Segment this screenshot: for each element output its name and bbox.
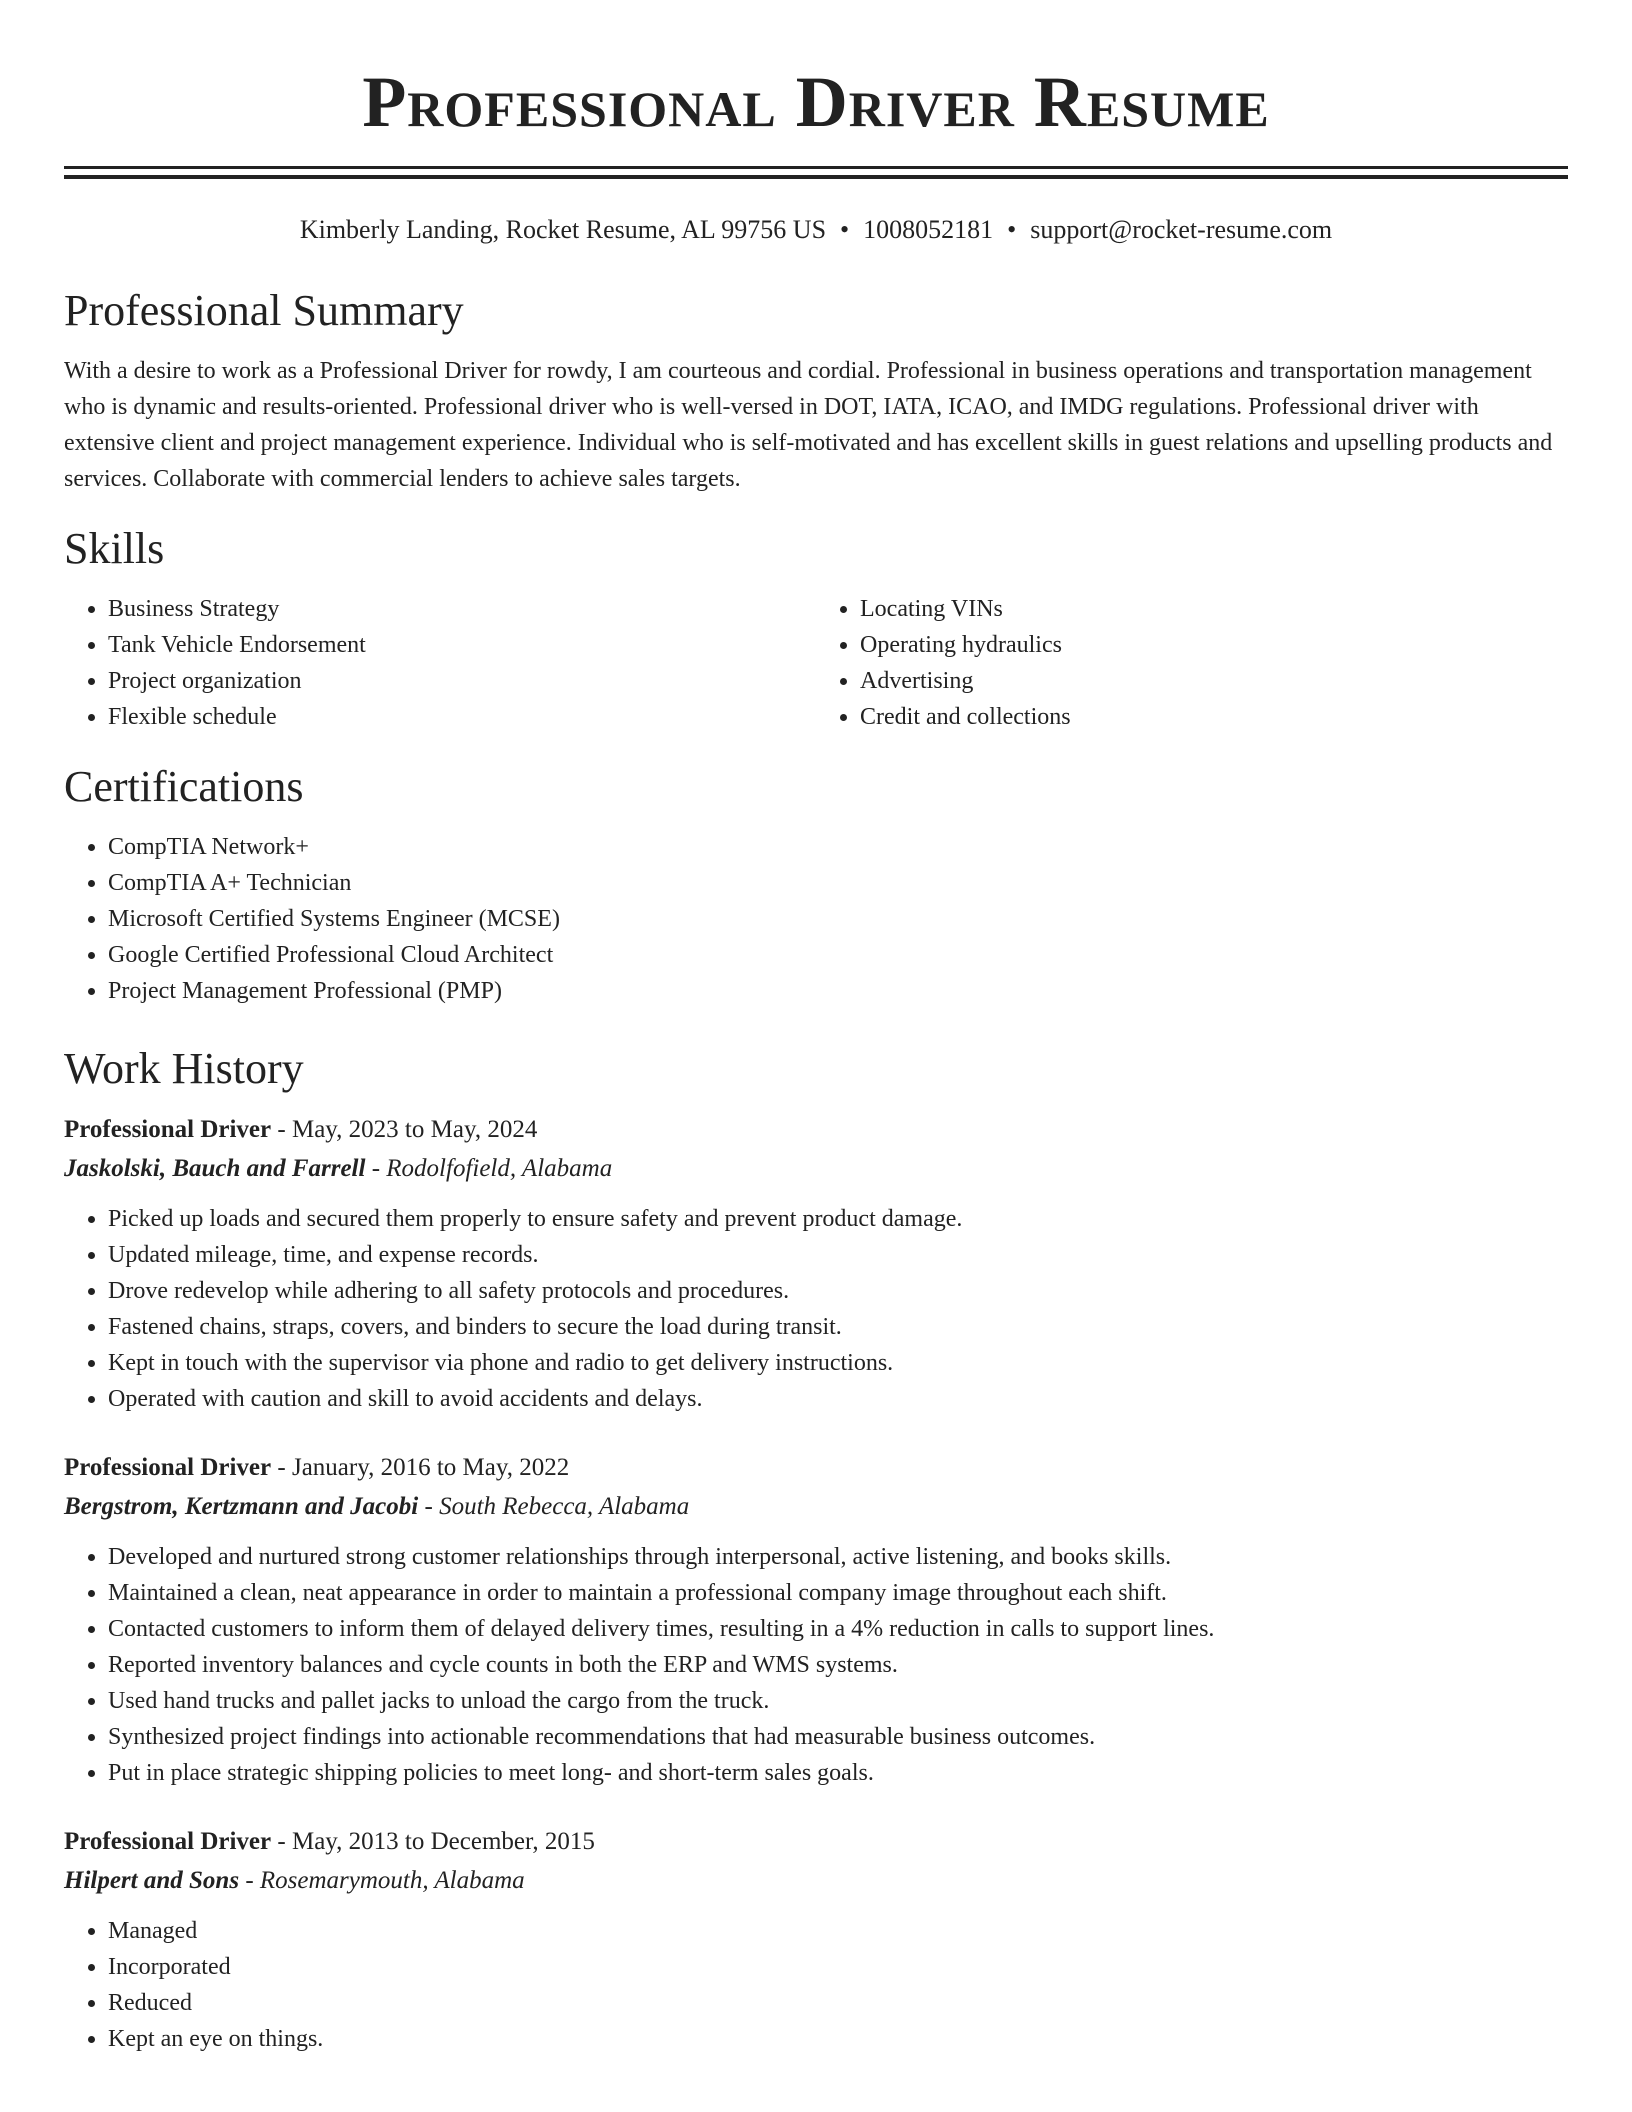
certifications-heading: Certifications bbox=[64, 762, 304, 811]
work-history-heading: Work History bbox=[64, 1044, 304, 1093]
certification-item: • Google Certified Professional Cloud Architect bbox=[108, 937, 1568, 973]
job-bullet: • Put in place strategic shipping policies to meet long- and short-term sales goals. bbox=[108, 1755, 1568, 1791]
job-bullet: • Updated mileage, time, and expense records. bbox=[108, 1237, 1568, 1273]
skills-section bbox=[64, 521, 1568, 735]
job-entry bbox=[64, 1111, 1568, 1417]
certification-item: • CompTIA Network+ bbox=[108, 829, 1568, 865]
contact-separator: • bbox=[840, 215, 850, 244]
job-company: Jaskolski, Bauch and Farrell bbox=[64, 1155, 366, 1182]
contact-line bbox=[64, 213, 1568, 247]
job-bullet: • Managed bbox=[108, 1913, 1568, 1949]
job-bullet: • Maintained a clean, neat appearance in order to maintain a professional company image throughout each shift. bbox=[108, 1575, 1568, 1611]
job-role: Professional Driver bbox=[64, 1116, 272, 1143]
job-bullets bbox=[64, 1201, 1568, 1417]
certifications-section bbox=[64, 759, 1568, 1009]
contact-phone: 1008052181 bbox=[863, 215, 994, 244]
job-bullet: • Picked up loads and secured them properly to ensure safety and prevent product damage. bbox=[108, 1201, 1568, 1237]
job-bullet: • Synthesized project findings into actionable recommendations that had measurable business outcomes. bbox=[108, 1719, 1568, 1755]
job-role: Professional Driver bbox=[64, 1454, 272, 1481]
job-header: Professional Driver - May, 2013 to December, 2015 bbox=[64, 1828, 595, 1855]
job-bullet: • Drove redevelop while adhering to all safety protocols and procedures. bbox=[108, 1273, 1568, 1309]
certifications-list bbox=[64, 829, 1568, 1009]
job-bullet: • Reduced bbox=[108, 1985, 1568, 2021]
title-divider-top bbox=[64, 166, 1568, 169]
job-bullet: • Kept in touch with the supervisor via phone and radio to get delivery instructions. bbox=[108, 1345, 1568, 1381]
job-company-line: Jaskolski, Bauch and Farrell - Rodolfofield, Alabama bbox=[64, 1155, 613, 1182]
job-header: Professional Driver - January, 2016 to May, 2022 bbox=[64, 1454, 570, 1481]
job-company-line: Hilpert and Sons - Rosemarymouth, Alabama bbox=[64, 1867, 525, 1894]
job-bullet: • Contacted customers to inform them of delayed delivery times, resulting in a 4% reduction in calls to support lines. bbox=[108, 1611, 1568, 1647]
skill-item: • Operating hydraulics bbox=[860, 627, 1568, 663]
contact-address: Kimberly Landing, Rocket Resume, AL 99756 US bbox=[299, 215, 827, 244]
summary-section bbox=[64, 283, 1568, 497]
resume-title: Professional Driver Resume bbox=[362, 62, 1270, 142]
skill-item: • Project organization bbox=[108, 663, 816, 699]
job-location: Rodolfofield, Alabama bbox=[386, 1155, 613, 1182]
job-dates: May, 2013 to December, 2015 bbox=[291, 1828, 595, 1855]
job-bullet: • Operated with caution and skill to avoid accidents and delays. bbox=[108, 1381, 1568, 1417]
skill-item: • Business Strategy bbox=[108, 591, 816, 627]
job-company: Bergstrom, Kertzmann and Jacobi bbox=[64, 1493, 419, 1520]
contact-separator: • bbox=[1007, 215, 1017, 244]
certification-item: • Project Management Professional (PMP) bbox=[108, 973, 1568, 1009]
job-bullet: • Reported inventory balances and cycle counts in both the ERP and WMS systems. bbox=[108, 1647, 1568, 1683]
contact-email: support@rocket-resume.com bbox=[1030, 215, 1333, 244]
skill-item: • Credit and collections bbox=[860, 699, 1568, 735]
title-divider-bottom bbox=[64, 175, 1568, 179]
skill-item: • Tank Vehicle Endorsement bbox=[108, 627, 816, 663]
summary-text: With a desire to work as a Professional Driver for rowdy, I am courteous and cordial. Professional in business operations and transportation management who is dynamic and results-oriented. Professional driver who is well-versed in DOT, IATA, ICAO, and IMDG regulations. Professional driver with extensive client and project management experience. Individual who is self-motivated and has excellent skills in guest relations and upselling products and services. Collaborate with commercial lenders to achieve sales targets. bbox=[64, 358, 1553, 492]
skill-item: • Locating VINs bbox=[860, 591, 1568, 627]
certification-item: • Microsoft Certified Systems Engineer (MCSE) bbox=[108, 901, 1568, 937]
job-role: Professional Driver bbox=[64, 1828, 272, 1855]
summary-heading: Professional Summary bbox=[64, 286, 464, 335]
work-history-section bbox=[64, 1041, 1568, 2057]
job-dates: May, 2023 to May, 2024 bbox=[291, 1116, 538, 1143]
job-header: Professional Driver - May, 2023 to May, 2024 bbox=[64, 1116, 538, 1143]
skills-columns bbox=[64, 591, 1568, 735]
job-entry bbox=[64, 1449, 1568, 1791]
skill-item: • Advertising bbox=[860, 663, 1568, 699]
skills-heading: Skills bbox=[64, 524, 165, 573]
job-bullet: • Fastened chains, straps, covers, and binders to secure the load during transit. bbox=[108, 1309, 1568, 1345]
job-entry bbox=[64, 1823, 1568, 2057]
skills-list-right bbox=[816, 591, 1568, 735]
job-dates: January, 2016 to May, 2022 bbox=[291, 1454, 570, 1481]
job-company: Hilpert and Sons bbox=[64, 1867, 240, 1894]
job-bullet: • Used hand trucks and pallet jacks to unload the cargo from the truck. bbox=[108, 1683, 1568, 1719]
job-bullets bbox=[64, 1913, 1568, 2057]
job-bullet: • Incorporated bbox=[108, 1949, 1568, 1985]
job-bullets bbox=[64, 1539, 1568, 1791]
job-bullet: • Kept an eye on things. bbox=[108, 2021, 1568, 2057]
skills-list-left bbox=[64, 591, 816, 735]
job-location: Rosemarymouth, Alabama bbox=[259, 1867, 525, 1894]
job-bullet: • Developed and nurtured strong customer relationships through interpersonal, active listening, and books skills. bbox=[108, 1539, 1568, 1575]
skill-item: • Flexible schedule bbox=[108, 699, 816, 735]
certification-item: • CompTIA A+ Technician bbox=[108, 865, 1568, 901]
job-location: South Rebecca, Alabama bbox=[439, 1493, 690, 1520]
job-company-line: Bergstrom, Kertzmann and Jacobi - South Rebecca, Alabama bbox=[64, 1493, 690, 1520]
